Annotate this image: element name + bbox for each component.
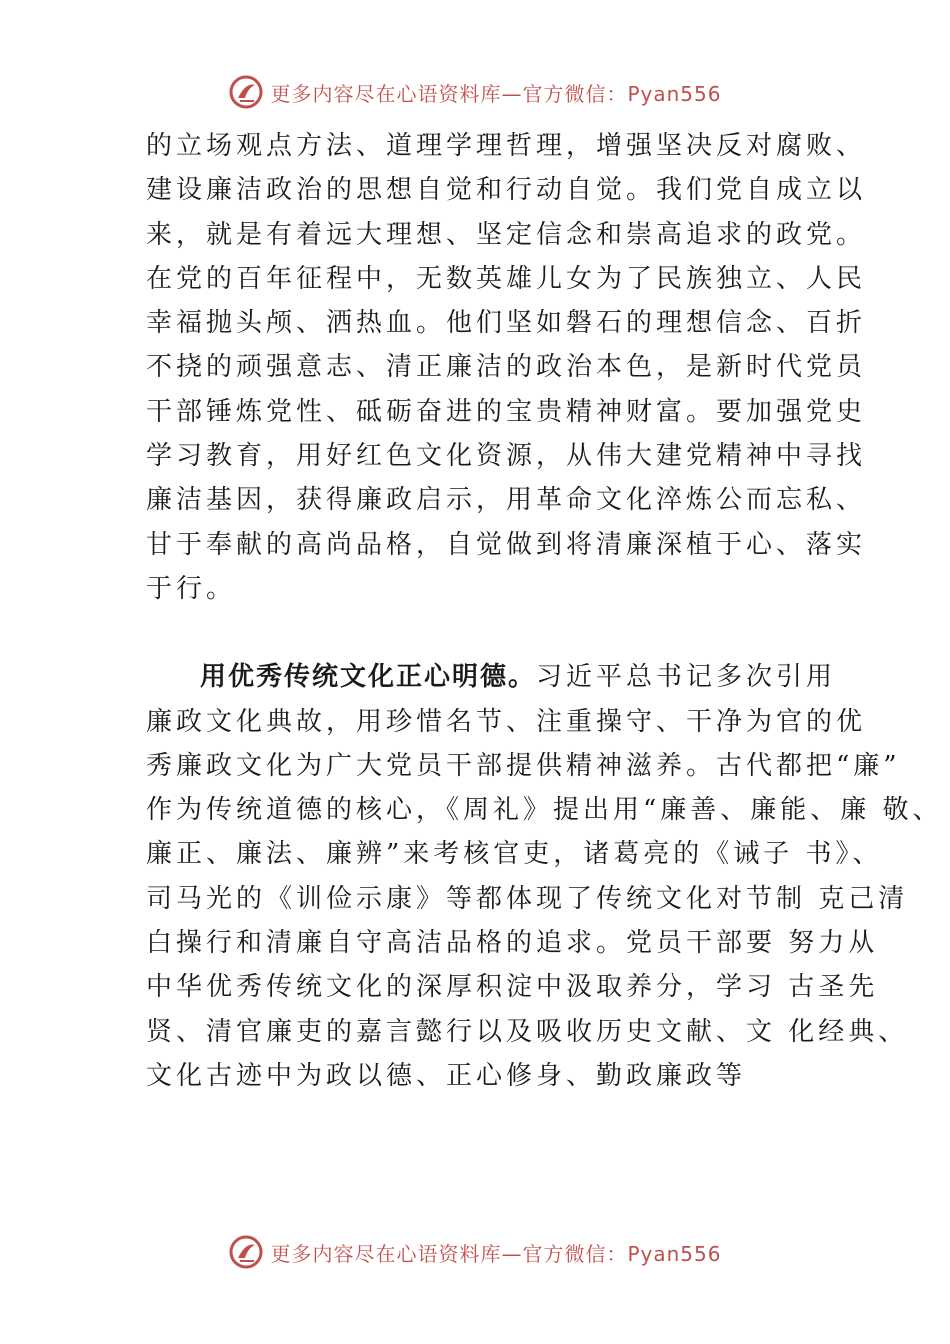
paragraph-line: 在党的百年征程中，无数英雄儿女为了民族独立、人民 [146,263,867,294]
header-banner-text: 更多内容尽在心语资料库—官方微信：Pyan556 [270,81,722,106]
paragraph-line: 司马光的《训俭示康》等都体现了传统文化对节制 克己清 [146,883,909,914]
paragraph-first-line [146,655,866,699]
brand-logo-icon [228,1234,264,1270]
paragraph-heading: 用优秀传统文化正心明德。 [200,662,537,693]
paragraph-line: 来，就是有着远大理想、坚定信念和崇高追求的政党。 [146,219,867,250]
paragraph-line: 的立场观点方法、道理学理哲理，增强坚决反对腐败、 [146,131,867,161]
paragraph-line: 白操行和清廉自守高洁品格的追求。党员干部要 努力从 [146,928,879,959]
paragraph-line: 甘于奉献的高尚品格，自觉做到将清廉深植于心、落实 [146,529,867,560]
paragraph-line: 廉政文化典故，用珍惜名节、注重操守、干净为官的优 [146,706,867,737]
paragraph-line: 中华优秀传统文化的深厚积淀中汲取养分，学习 古圣先 [146,972,879,1003]
footer-banner-text: 更多内容尽在心语资料库—官方微信：Pyan556 [270,1241,722,1266]
paragraph-line: 于行。 [146,573,237,604]
document-body [146,124,943,1098]
brand-logo-icon [228,74,264,110]
paragraph-line: 不挠的顽强意志、清正廉洁的政治本色，是新时代党员 [146,352,867,383]
paragraph-line: 廉洁基因，获得廉政启示，用革命文化淬炼公而忘私、 [146,485,867,516]
footer-banner [0,1230,950,1274]
paragraph-line: 廉正、廉法、廉辨”来考核官吏，诸葛亮的《诫子 书》、 [146,839,883,870]
paragraph-line: 学习教育，用好红色文化资源，从伟大建党精神中寻找 [146,441,867,472]
paragraph-line: 幸福抛头颅、洒热血。他们坚如磐石的理想信念、百折 [146,308,867,339]
paragraph-line: 作为传统道德的核心，《周礼》提出用“廉善、廉能、廉 敬、 [146,795,943,826]
paragraph-2 [146,655,943,1098]
paragraph-spacer [146,611,866,655]
paragraph-1 [146,124,866,611]
paragraph-line: 文化古迹中为政以德、正心修身、勤政廉政等 [146,1060,747,1091]
header-banner [0,70,950,114]
paragraph-line: 秀廉政文化为广大党员干部提供精神滋养。古代都把“廉” [146,750,901,781]
paragraph-line: 干部锤炼党性、砥砺奋进的宝贵精神财富。要加强党史 [146,396,867,427]
paragraph-first-line-text: 习近平总书记多次引用 [536,662,837,693]
paragraph-line: 贤、清官廉吏的嘉言懿行以及吸收历史文献、文 化经典、 [146,1016,909,1047]
paragraph-line: 建设廉洁政治的思想自觉和行动自觉。我们党自成立以 [146,175,867,206]
